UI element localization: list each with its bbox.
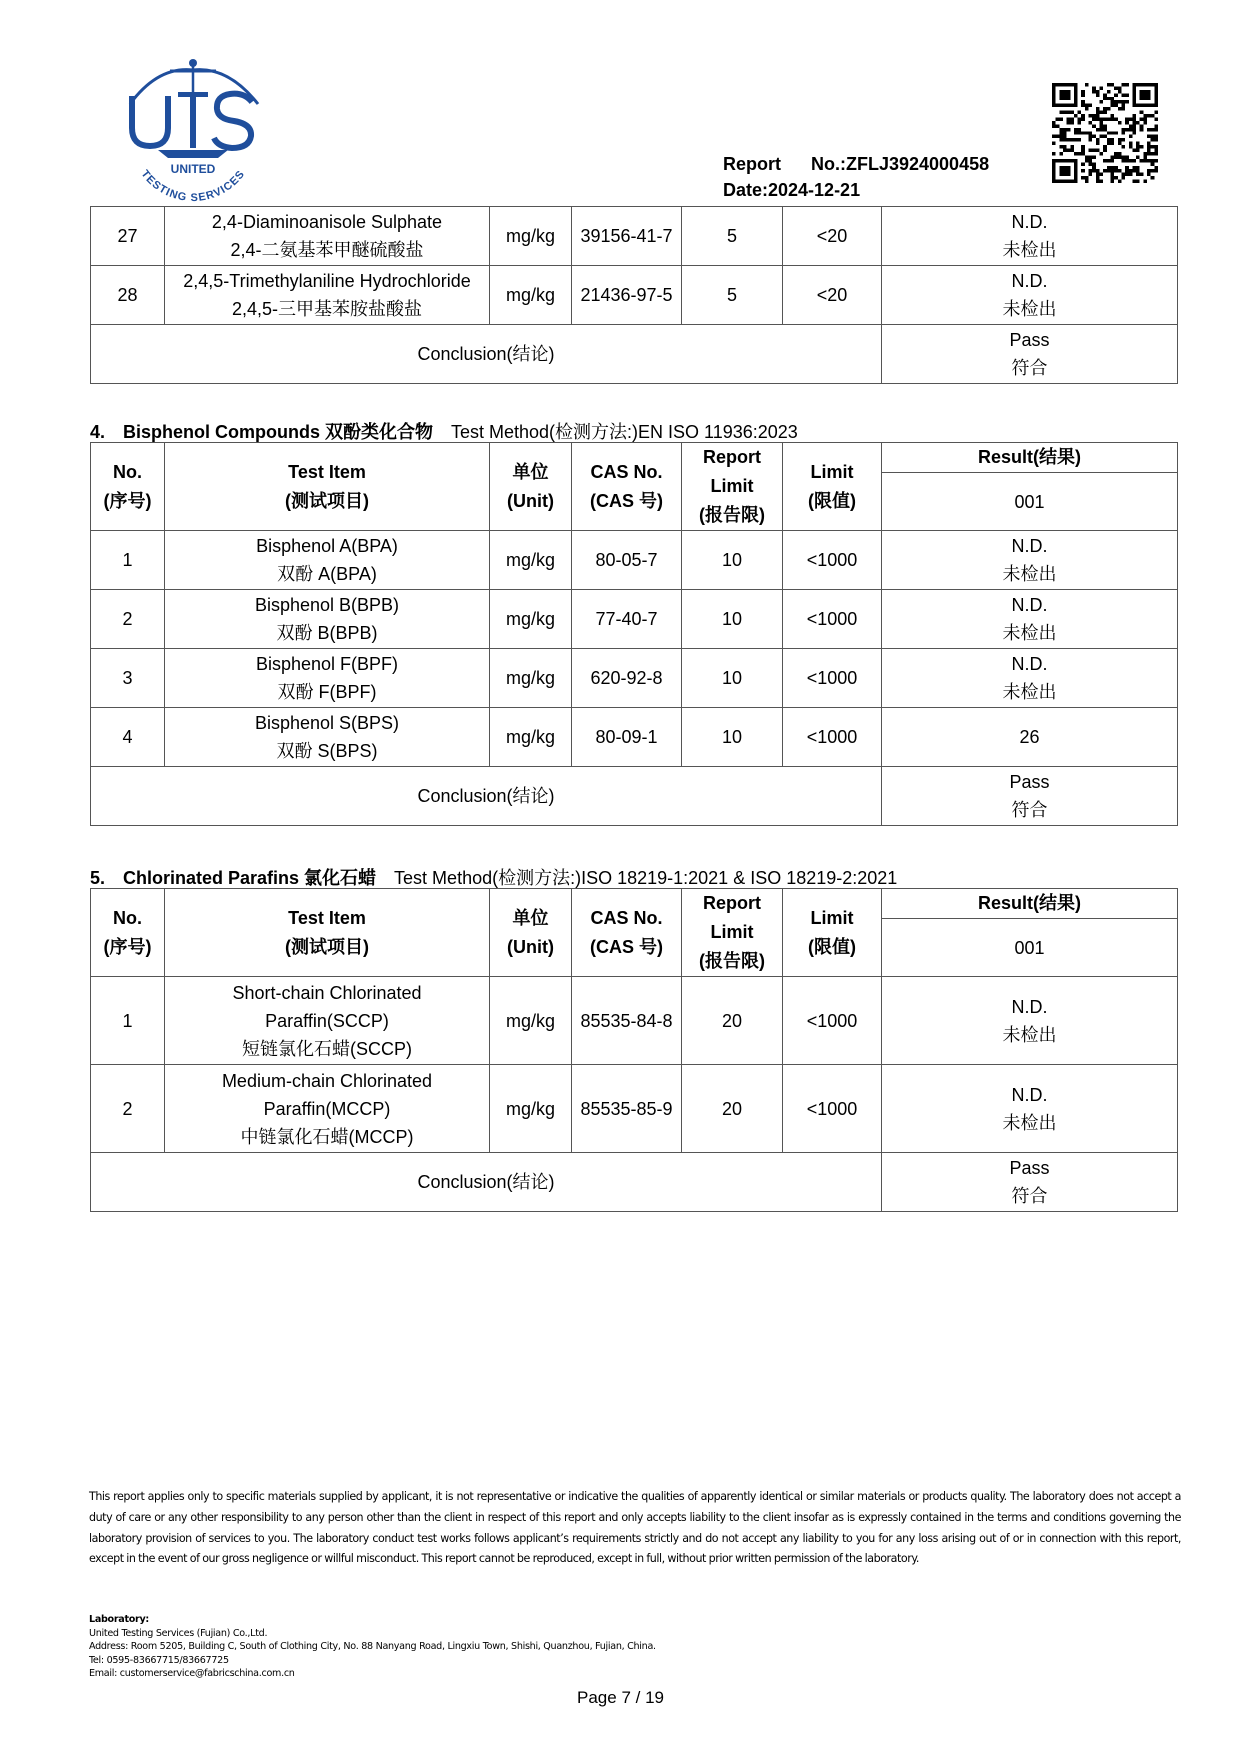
limit: <1000 bbox=[783, 1065, 882, 1153]
result bbox=[882, 649, 1178, 708]
limit: <1000 bbox=[783, 708, 882, 767]
test-item-en: Bisphenol S(BPS) bbox=[254, 713, 400, 733]
unit: mg/kg bbox=[490, 649, 572, 708]
laboratory-info bbox=[89, 1613, 656, 1681]
qr-code bbox=[1052, 83, 1158, 183]
test-item bbox=[165, 649, 490, 708]
chlorinated-paraffins-table bbox=[90, 888, 1178, 1212]
row-number: 2 bbox=[91, 590, 165, 649]
test-item-line-2: Paraffin(SCCP) bbox=[265, 1010, 389, 1031]
header-no bbox=[91, 443, 165, 531]
table-row bbox=[91, 1065, 1178, 1153]
conclusion-cn: 符合 bbox=[1011, 358, 1048, 378]
test-item-line-1: Medium-chain Chlorinated bbox=[221, 1070, 433, 1091]
report-limit: 20 bbox=[682, 977, 783, 1065]
row-number: 1 bbox=[91, 977, 165, 1065]
report-limit: 10 bbox=[682, 531, 783, 590]
result: 26 bbox=[882, 708, 1178, 767]
header-rl-1: Report bbox=[703, 893, 761, 913]
header-result: Result(结果) bbox=[882, 889, 1178, 919]
result bbox=[882, 266, 1178, 325]
svg-text:TESTING SERVICES: TESTING SERVICES bbox=[138, 168, 248, 205]
header-limit-cn: (限值) bbox=[808, 936, 856, 957]
cas-number: 80-09-1 bbox=[572, 708, 682, 767]
test-item bbox=[165, 590, 490, 649]
test-method: Test Method(检测方法:)EN ISO 11936:2023 bbox=[451, 422, 798, 442]
test-item-en: Bisphenol A(BPA) bbox=[256, 536, 398, 556]
header-row bbox=[91, 443, 1178, 473]
cas-number: 85535-85-9 bbox=[572, 1065, 682, 1153]
test-item-cn: 双酚 B(BPB) bbox=[276, 623, 378, 643]
header-rl-2: Limit bbox=[710, 922, 754, 942]
company-logo bbox=[118, 56, 268, 206]
header-result: Result(结果) bbox=[882, 443, 1178, 473]
header-rl-2: Limit bbox=[710, 476, 754, 496]
unit: mg/kg bbox=[490, 207, 572, 266]
laboratory-tel: Tel: 0595-83667715/83667725 bbox=[89, 1654, 229, 1666]
result bbox=[882, 977, 1178, 1065]
table-row bbox=[91, 266, 1178, 325]
header-no-en: No. bbox=[113, 907, 142, 928]
header-limit-en: Limit bbox=[810, 907, 854, 928]
section-title: Chlorinated Parafins 氯化石蜡 bbox=[123, 868, 377, 888]
section-title: Bisphenol Compounds 双酚类化合物 bbox=[123, 422, 433, 442]
cas-number: 85535-84-8 bbox=[572, 977, 682, 1065]
header-limit-cn: (限值) bbox=[808, 490, 856, 511]
result-en: N.D. bbox=[1011, 271, 1048, 291]
result bbox=[882, 531, 1178, 590]
header-unit-cn: 单位 bbox=[512, 461, 549, 482]
header-cas bbox=[572, 443, 682, 531]
conclusion-en: Pass bbox=[1009, 1158, 1050, 1178]
test-item-en: 2,4-Diaminoanisole Sulphate bbox=[211, 212, 443, 232]
test-item bbox=[165, 531, 490, 590]
header-limit bbox=[783, 889, 882, 977]
result-cn: 未检出 bbox=[1002, 1024, 1057, 1045]
conclusion-row bbox=[91, 325, 1178, 384]
header-cas-cn: (CAS 号) bbox=[590, 936, 663, 957]
result-en: N.D. bbox=[1011, 595, 1048, 615]
limit: <1000 bbox=[783, 531, 882, 590]
header-unit-cn: 单位 bbox=[512, 907, 549, 928]
header-cas-en: CAS No. bbox=[590, 461, 663, 482]
unit: mg/kg bbox=[490, 590, 572, 649]
header-unit-en: (Unit) bbox=[507, 490, 554, 511]
laboratory-address: Address: Room 5205, Building C, South of Clothing City, No. 88 Nanyang Road, Lingxiu Town, Shishi, Quanzhou, Fujian, China. bbox=[89, 1641, 656, 1653]
report-number: Report No.:ZFLJ3924000458 bbox=[723, 154, 990, 174]
result-cn: 未检出 bbox=[1002, 240, 1057, 260]
result bbox=[882, 590, 1178, 649]
report-limit: 20 bbox=[682, 1065, 783, 1153]
report-limit: 10 bbox=[682, 708, 783, 767]
header-item bbox=[165, 889, 490, 977]
conclusion-value bbox=[882, 1153, 1178, 1212]
result-en: N.D. bbox=[1011, 536, 1048, 556]
limit: <1000 bbox=[783, 977, 882, 1065]
result bbox=[882, 1065, 1178, 1153]
sample-id: 001 bbox=[882, 919, 1178, 977]
result-en: N.D. bbox=[1011, 996, 1048, 1017]
test-item-cn: 2,4-二氨基苯甲醚硫酸盐 bbox=[230, 240, 424, 260]
test-item bbox=[165, 1065, 490, 1153]
cas-number: 80-05-7 bbox=[572, 531, 682, 590]
report-limit: 10 bbox=[682, 649, 783, 708]
conclusion-cn: 符合 bbox=[1011, 1186, 1048, 1206]
table-row bbox=[91, 708, 1178, 767]
header-report-limit bbox=[682, 443, 783, 531]
section-number: 5. bbox=[90, 868, 106, 888]
header-no-cn: (序号) bbox=[103, 490, 152, 511]
header-unit bbox=[490, 889, 572, 977]
unit: mg/kg bbox=[490, 1065, 572, 1153]
row-number: 4 bbox=[91, 708, 165, 767]
result-cn: 未检出 bbox=[1002, 682, 1057, 702]
conclusion-row bbox=[91, 767, 1178, 826]
header-item bbox=[165, 443, 490, 531]
limit: <20 bbox=[783, 207, 882, 266]
header-no-cn: (序号) bbox=[103, 936, 152, 957]
continued-test-table bbox=[90, 206, 1178, 384]
page-number: Page 7 / 19 bbox=[577, 1688, 664, 1707]
header-cas bbox=[572, 889, 682, 977]
conclusion-row bbox=[91, 1153, 1178, 1212]
test-item-line-1: Short-chain Chlorinated bbox=[232, 982, 422, 1003]
report-limit: 5 bbox=[682, 266, 783, 325]
cas-number: 77-40-7 bbox=[572, 590, 682, 649]
sample-id: 001 bbox=[882, 473, 1178, 531]
test-item bbox=[165, 266, 490, 325]
result-cn: 未检出 bbox=[1002, 623, 1057, 643]
result bbox=[882, 207, 1178, 266]
header-item-en: Test Item bbox=[288, 461, 366, 482]
conclusion-value bbox=[882, 767, 1178, 826]
row-number: 28 bbox=[91, 266, 165, 325]
header-rl-1: Report bbox=[703, 447, 761, 467]
test-item-cn: 双酚 A(BPA) bbox=[277, 564, 377, 584]
header-limit-en: Limit bbox=[810, 461, 854, 482]
laboratory-title: Laboratory: bbox=[89, 1614, 149, 1625]
laboratory-email: Email: customerservice@fabricschina.com.cn bbox=[89, 1668, 295, 1680]
table-row bbox=[91, 531, 1178, 590]
table-row bbox=[91, 207, 1178, 266]
unit: mg/kg bbox=[490, 266, 572, 325]
report-date: Date:2024-12-21 bbox=[723, 180, 861, 200]
limit: <20 bbox=[783, 266, 882, 325]
row-number: 3 bbox=[91, 649, 165, 708]
result-en: N.D. bbox=[1011, 212, 1048, 232]
header-item-en: Test Item bbox=[288, 907, 366, 928]
result-en: N.D. bbox=[1011, 654, 1048, 674]
header-report-limit bbox=[682, 889, 783, 977]
test-item-en: 2,4,5-Trimethylaniline Hydrochloride bbox=[183, 271, 471, 291]
test-item-line-3: 短链氯化石蜡(SCCP) bbox=[242, 1038, 412, 1059]
conclusion-en: Pass bbox=[1009, 772, 1050, 792]
report-limit: 10 bbox=[682, 590, 783, 649]
table-row bbox=[91, 977, 1178, 1065]
row-number: 2 bbox=[91, 1065, 165, 1153]
conclusion-label: Conclusion(结论) bbox=[91, 325, 882, 384]
conclusion-label: Conclusion(结论) bbox=[91, 1153, 882, 1212]
test-item-cn: 双酚 S(BPS) bbox=[276, 741, 378, 761]
header-item-cn: (测试项目) bbox=[285, 490, 369, 511]
test-item-cn: 双酚 F(BPF) bbox=[277, 682, 377, 702]
result-cn: 未检出 bbox=[1002, 299, 1057, 319]
cas-number: 21436-97-5 bbox=[572, 266, 682, 325]
header-cas-cn: (CAS 号) bbox=[590, 490, 663, 511]
test-method: Test Method(检测方法:)ISO 18219-1:2021 & ISO 18219-2:2021 bbox=[394, 868, 898, 888]
cas-number: 620-92-8 bbox=[572, 649, 682, 708]
header-row bbox=[91, 889, 1178, 919]
header-no bbox=[91, 889, 165, 977]
test-item bbox=[165, 708, 490, 767]
header-cas-en: CAS No. bbox=[590, 907, 663, 928]
conclusion-label: Conclusion(结论) bbox=[91, 767, 882, 826]
report-limit: 5 bbox=[682, 207, 783, 266]
test-item-en: Bisphenol B(BPB) bbox=[254, 595, 400, 615]
header-no-en: No. bbox=[113, 461, 142, 482]
header-item-cn: (测试项目) bbox=[285, 936, 369, 957]
table-row bbox=[91, 590, 1178, 649]
section-number: 4. bbox=[90, 422, 106, 442]
svg-text:UNITED: UNITED bbox=[170, 162, 216, 176]
section-4-heading bbox=[90, 418, 798, 444]
header-rl-3: (报告限) bbox=[699, 505, 765, 525]
bisphenol-table bbox=[90, 442, 1178, 826]
row-number: 27 bbox=[91, 207, 165, 266]
header-limit bbox=[783, 443, 882, 531]
row-number: 1 bbox=[91, 531, 165, 590]
conclusion-value bbox=[882, 325, 1178, 384]
unit: mg/kg bbox=[490, 531, 572, 590]
test-item bbox=[165, 977, 490, 1065]
limit: <1000 bbox=[783, 590, 882, 649]
unit: mg/kg bbox=[490, 977, 572, 1065]
conclusion-cn: 符合 bbox=[1011, 800, 1048, 820]
header-unit-en: (Unit) bbox=[507, 936, 554, 957]
result-cn: 未检出 bbox=[1002, 1112, 1057, 1133]
test-item-line-3: 中链氯化石蜡(MCCP) bbox=[240, 1126, 414, 1147]
section-5-heading bbox=[90, 864, 897, 890]
test-item-en: Bisphenol F(BPF) bbox=[255, 654, 399, 674]
test-item-line-2: Paraffin(MCCP) bbox=[263, 1098, 391, 1119]
unit: mg/kg bbox=[490, 708, 572, 767]
result-en: N.D. bbox=[1011, 1084, 1048, 1105]
cas-number: 39156-41-7 bbox=[572, 207, 682, 266]
test-item-cn: 2,4,5-三甲基苯胺盐酸盐 bbox=[231, 299, 423, 319]
header-rl-3: (报告限) bbox=[699, 951, 765, 971]
conclusion-en: Pass bbox=[1009, 330, 1050, 350]
header-unit bbox=[490, 443, 572, 531]
result-cn: 未检出 bbox=[1002, 564, 1057, 584]
disclaimer-text: This report applies only to specific materials supplied by applicant, it is not representative or indicative the qualities of apparently identical or similar materials or products quality. The laboratory does not accept a duty of care or any other responsibility to any person other than the client in respect of this report and only accepts liability to the client insofar as is expressly contained in the terms and conditions governing the laboratory provision of services to you. The laboratory conduct test works follows applicant’s requirements strictly and do not accept any liability to you for any loss arising out of or in connection with this report, except in the event of our gross negligence or willful misconduct. This report cannot be reproduced, except in full, without prior written permission of the laboratory. bbox=[89, 1490, 1181, 1566]
limit: <1000 bbox=[783, 649, 882, 708]
table-row bbox=[91, 649, 1178, 708]
test-item bbox=[165, 207, 490, 266]
laboratory-name: United Testing Services (Fujian) Co.,Ltd. bbox=[89, 1627, 268, 1639]
